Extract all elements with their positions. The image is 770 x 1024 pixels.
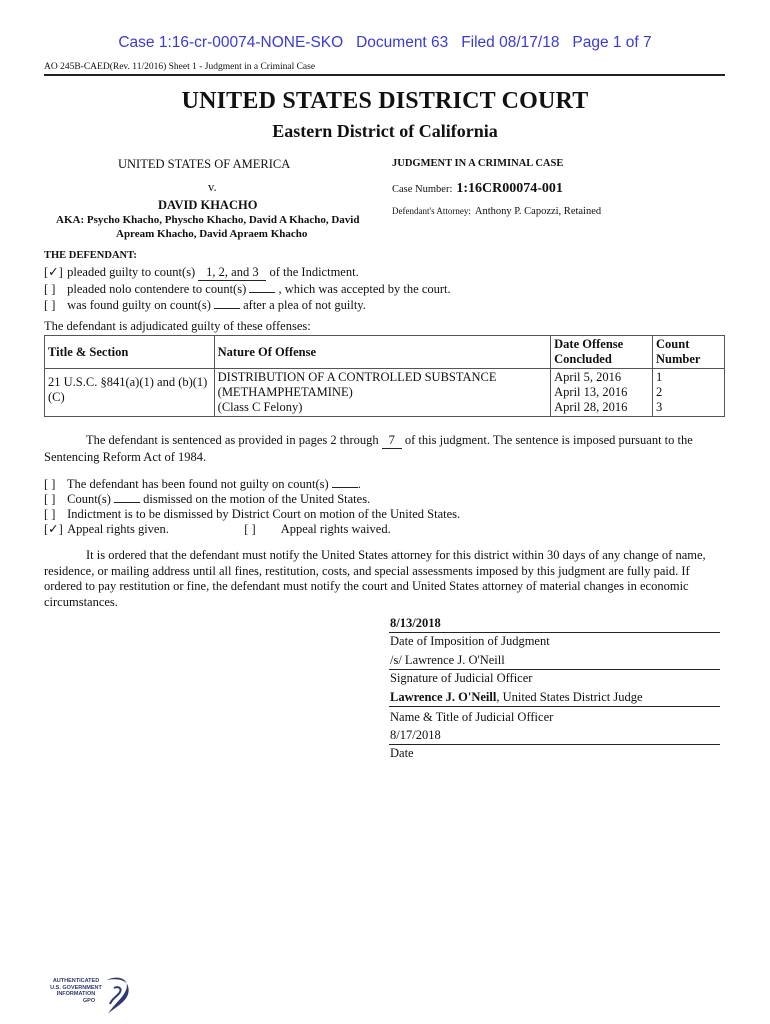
nature-line: (Class C Felony) <box>217 400 303 414</box>
signature-rule <box>389 706 720 707</box>
disposition-item <box>44 477 460 492</box>
gpo-authentication-seal <box>44 974 144 1014</box>
plea-text: pleaded nolo contendere to count(s) <box>67 282 247 296</box>
cell-dates <box>551 369 653 417</box>
checkbox[interactable]: [ ] <box>44 492 56 506</box>
case-header-stamp: Case 1:16-cr-00074-NONE-SKO Document 63 Filed 08/17/18 Page 1 of 7 <box>118 34 652 51</box>
defendant-aka: AKA: Psycho Khacho, Physcho Khacho, David A Khacho, David <box>56 214 360 226</box>
date-line: April 13, 2016 <box>554 385 628 399</box>
header-count-line2: Number <box>656 352 701 366</box>
order-line: residence, or mailing address until all fines, restitution, costs, and special assessments imposed by this judgment are fully paid. If <box>44 563 690 578</box>
officer-name-title <box>390 690 643 705</box>
disposition-text: Count(s) <box>67 492 111 506</box>
gpo-seal-text <box>48 978 104 1004</box>
header-date-line1: Date Offense <box>554 337 624 351</box>
defendant-aka-continued: Apream Khacho, David Apraem Khacho <box>116 228 308 240</box>
seal-line: INFORMATION <box>56 991 96 997</box>
defendant-heading: THE DEFENDANT: <box>44 250 137 261</box>
count-line: 2 <box>656 385 663 399</box>
checkbox[interactable]: [ ] <box>44 298 56 312</box>
disposition-item <box>44 492 460 507</box>
checkbox[interactable]: [✓] <box>44 265 63 279</box>
seal-line: U.S. GOVERNMENT <box>50 984 102 991</box>
plea-list <box>44 264 451 313</box>
cell-counts <box>653 369 725 417</box>
plea-text-end: , which was accepted by the court. <box>278 282 451 296</box>
order-line: ordered to pay restitution or fine, the defendant must notify the court and United States attorney of material changes in economic <box>44 579 689 593</box>
defendant-name: DAVID KHACHO <box>158 198 258 212</box>
table-header-row <box>45 336 725 369</box>
sentence-text <box>86 433 693 449</box>
header-date <box>551 336 653 369</box>
order-line: circumstances. <box>44 594 118 609</box>
header-rule <box>44 74 725 76</box>
imposition-date: 8/13/2018 <box>390 616 441 630</box>
officer-name: Lawrence J. O'Neill <box>390 690 497 704</box>
attorney-label: Defendant's Attorney: <box>392 206 471 216</box>
disposition-item <box>44 507 460 522</box>
date-label: Date <box>390 746 414 760</box>
count-line: 3 <box>656 400 663 414</box>
plea-text-end: after a plea of not guilty. <box>243 298 366 312</box>
plea-item <box>44 281 451 297</box>
plea-text: was found guilty on count(s) <box>67 298 211 312</box>
case-number-label: Case Number: <box>392 184 453 195</box>
disposition-text: Indictment is to be dismissed by District Court on motion of the United States. <box>67 507 461 521</box>
name-title-label: Name & Title of Judicial Officer <box>390 710 554 724</box>
cell-title-section: 21 U.S.C. §841(a)(1) and (b)(1) (C) <box>45 369 215 417</box>
order-paragraph <box>44 548 734 610</box>
date-line: April 5, 2016 <box>554 370 622 384</box>
seal-line: AUTHENTICATED <box>52 978 100 984</box>
cell-nature <box>214 369 550 417</box>
form-identifier: AO 245B-CAED(Rev. 11/2016) Sheet 1 - Judgment in a Criminal Case <box>44 62 316 72</box>
signature-rule <box>389 744 720 745</box>
signature-rule <box>389 669 720 670</box>
sentence-pages: 7 <box>382 433 402 449</box>
date-line: April 28, 2016 <box>554 400 628 414</box>
disposition-blank <box>332 487 358 488</box>
signature-rule <box>389 632 720 633</box>
adjudicated-text: The defendant is adjudicated guilty of these offenses: <box>44 319 311 333</box>
appeal-waived: Appeal rights waived. <box>280 522 391 536</box>
checkbox[interactable]: [ ] <box>244 522 256 536</box>
plea-blank: 1, 2, and 3 <box>198 264 266 281</box>
attorney-row <box>392 201 601 219</box>
nature-line: DISTRIBUTION OF A CONTROLLED SUBSTANCE <box>217 370 497 384</box>
disposition-text: The defendant has been found not guilty on count(s) <box>66 477 329 491</box>
court-district: Eastern District of California <box>272 121 498 141</box>
case-number-row <box>392 179 563 197</box>
plea-blank <box>214 308 240 309</box>
checkbox[interactable]: [ ] <box>44 507 56 521</box>
checkbox[interactable]: [ ] <box>44 477 56 491</box>
appeal-given: Appeal rights given. <box>67 522 169 536</box>
plea-text: pleaded guilty to count(s) <box>67 265 196 279</box>
plaintiff-name: UNITED STATES OF AMERICA <box>118 157 291 171</box>
nature-line: (METHAMPHETAMINE) <box>217 385 353 399</box>
header-count <box>653 336 725 369</box>
disposition-text-end: . <box>357 477 361 491</box>
imposition-label: Date of Imposition of Judgment <box>390 634 550 648</box>
checkbox[interactable]: [ ] <box>44 282 56 296</box>
plea-blank <box>249 292 275 293</box>
plea-item <box>44 297 451 313</box>
offense-table <box>44 335 725 417</box>
disposition-list <box>44 477 460 537</box>
plea-text-end: of the Indictment. <box>269 265 359 279</box>
seal-line: GPO <box>82 997 96 1004</box>
disposition-blank <box>114 502 140 503</box>
judgment-title: JUDGMENT IN A CRIMINAL CASE <box>392 158 564 169</box>
officer-title: , United States District Judge <box>496 690 643 704</box>
header-date-line2: Concluded <box>554 352 612 366</box>
sentence-text-continued: Sentencing Reform Act of 1984. <box>44 450 207 464</box>
versus-label: v. <box>208 180 217 194</box>
case-number: 1:16CR00074-001 <box>456 181 563 196</box>
appeal-row <box>44 522 460 537</box>
disposition-text-end: dismissed on the motion of the United States. <box>143 492 371 506</box>
table-row <box>45 369 725 417</box>
sentence-text-b: of this judgment. The sentence is imposed pursuant to the <box>404 433 693 447</box>
judge-signature: /s/ Lawrence J. O'Neill <box>390 653 505 667</box>
count-line: 1 <box>656 370 663 384</box>
header-title-section: Title & Section <box>45 336 215 369</box>
header-count-line1: Count <box>656 337 690 351</box>
attorney-name: Anthony P. Capozzi, Retained <box>474 206 602 217</box>
plea-item <box>44 264 451 281</box>
court-name: UNITED STATES DISTRICT COURT <box>181 88 589 114</box>
checkbox[interactable]: [✓] <box>44 522 63 536</box>
sentence-text-a: The defendant is sentenced as provided in pages 2 through <box>86 433 379 447</box>
signature-label: Signature of Judicial Officer <box>390 671 533 685</box>
signed-date: 8/17/2018 <box>390 728 441 742</box>
header-nature: Nature Of Offense <box>214 336 550 369</box>
order-line: It is ordered that the defendant must notify the United States attorney for this district within 30 days of any change of name, <box>86 548 706 562</box>
